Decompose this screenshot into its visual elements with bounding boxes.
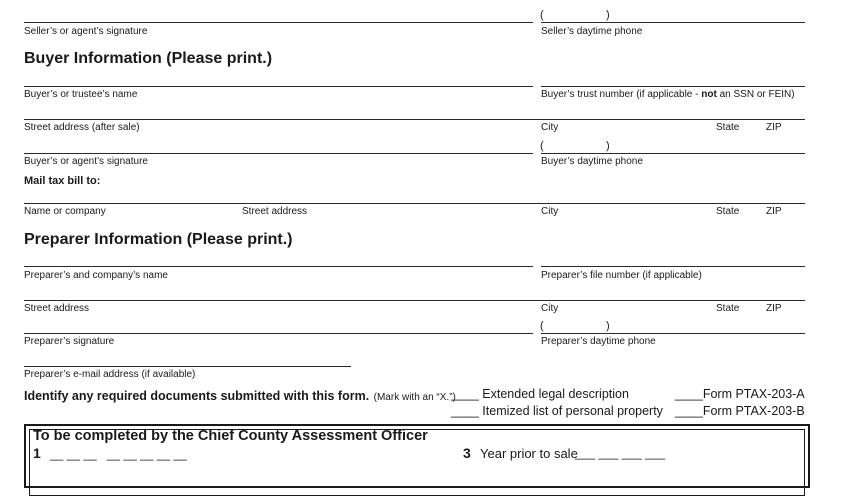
doc-extended-legal-label: Extended legal description (482, 387, 629, 401)
mail-state-label: State (716, 206, 740, 217)
seller-city-label (541, 0, 558, 1)
preparer-phone-field[interactable] (541, 333, 805, 334)
documents-prompt-bold: Identify any required documents submitted with this form. (24, 389, 370, 403)
preparer-signature-field[interactable] (24, 333, 533, 334)
buyer-trust-label (541, 89, 795, 100)
doc-ptax-203-a-label: Form PTAX-203-A (702, 387, 805, 401)
doc-extended-legal-blank: ____ (451, 387, 479, 401)
mail-city-label: City (541, 206, 559, 217)
buyer-trust-label-pre: Buyer’s trust number (if applicable - (541, 89, 702, 100)
seller-phone-field[interactable] (541, 22, 805, 23)
preparer-phone-paren-close: ) (606, 320, 610, 332)
mail-heading: Mail tax bill to: (24, 175, 101, 187)
seller-phone-label: Seller’s daytime phone (541, 26, 643, 37)
buyer-zip-label: ZIP (766, 122, 782, 133)
buyer-state-label: State (716, 122, 740, 133)
buyer-trust-label-bold: not (701, 89, 717, 100)
seller-street-label (24, 0, 140, 1)
preparer-phone-label: Preparer’s daytime phone (541, 336, 656, 347)
preparer-signature-label: Preparer’s signature (24, 336, 115, 347)
mail-street-label: Street address (242, 206, 308, 217)
mail-address-field[interactable] (24, 203, 805, 204)
preparer-email-field[interactable] (24, 366, 351, 367)
seller-zip-label (766, 0, 782, 1)
seller-phone-paren-open: ( (540, 9, 544, 21)
preparer-state-label: State (716, 303, 740, 314)
buyer-phone-field[interactable] (541, 153, 805, 154)
seller-signature-label: Seller’s or agent’s signature (24, 26, 148, 37)
documents-prompt (24, 387, 456, 405)
preparer-name-label: Preparer’s and company’s name (24, 270, 168, 281)
assessment-item1-field[interactable]: __ __ __ __ __ __ __ __ (50, 447, 187, 461)
assessment-heading: To be completed by the Chief County Assessment Officer (33, 428, 428, 444)
mail-name-label: Name or company (24, 206, 106, 217)
buyer-phone-paren-open: ( (540, 140, 544, 152)
assessment-item3-number: 3 (463, 445, 471, 461)
buyer-name-label: Buyer’s or trustee’s name (24, 89, 138, 100)
assessment-item3-label: Year prior to sale (480, 446, 578, 461)
doc-itemized-list-blank: ____ (451, 404, 479, 418)
buyer-phone-paren-close: ) (606, 140, 610, 152)
preparer-phone-paren-open: ( (540, 320, 544, 332)
preparer-email-label: Preparer’s e-mail address (if available) (24, 369, 196, 380)
buyer-phone-label: Buyer’s daytime phone (541, 156, 643, 167)
preparer-heading: Preparer Information (Please print.) (24, 231, 293, 248)
buyer-signature-label: Buyer’s or agent’s signature (24, 156, 148, 167)
doc-extended-legal[interactable] (451, 387, 629, 401)
preparer-zip-label: ZIP (766, 303, 782, 314)
preparer-street-label: Street address (24, 303, 90, 314)
preparer-address-field[interactable] (24, 300, 805, 301)
doc-ptax-203-a-blank: ____ (675, 387, 703, 401)
buyer-address-field[interactable] (24, 119, 805, 120)
preparer-file-label: Preparer’s file number (if applicable) (541, 270, 702, 281)
mail-zip-label: ZIP (766, 206, 782, 217)
buyer-trust-field[interactable] (541, 86, 805, 87)
buyer-name-field[interactable] (24, 86, 533, 87)
buyer-city-label: City (541, 122, 559, 133)
doc-itemized-list-label: Itemized list of personal property (482, 404, 663, 418)
assessment-item1-number: 1 (33, 445, 41, 461)
preparer-file-field[interactable] (541, 266, 805, 267)
preparer-city-label: City (541, 303, 559, 314)
doc-ptax-203-b-blank: ____ (675, 404, 703, 418)
seller-state-label (716, 0, 739, 1)
seller-signature-field[interactable] (24, 22, 533, 23)
buyer-trust-label-post: an SSN or FEIN) (716, 89, 795, 100)
buyer-street-label: Street address (after sale) (24, 122, 140, 133)
assessment-item3-field[interactable]: ___ ___ ___ ___ (575, 446, 666, 460)
preparer-name-field[interactable] (24, 266, 533, 267)
doc-itemized-list[interactable] (451, 404, 663, 418)
seller-phone-paren-close: ) (606, 9, 610, 21)
buyer-signature-field[interactable] (24, 153, 533, 154)
doc-ptax-203-b[interactable] (675, 404, 805, 418)
buyer-heading: Buyer Information (Please print.) (24, 50, 273, 67)
doc-ptax-203-a[interactable] (675, 387, 805, 401)
documents-prompt-note: (Mark with an “X.”) (373, 392, 456, 403)
doc-ptax-203-b-label: Form PTAX-203-B (702, 404, 805, 418)
